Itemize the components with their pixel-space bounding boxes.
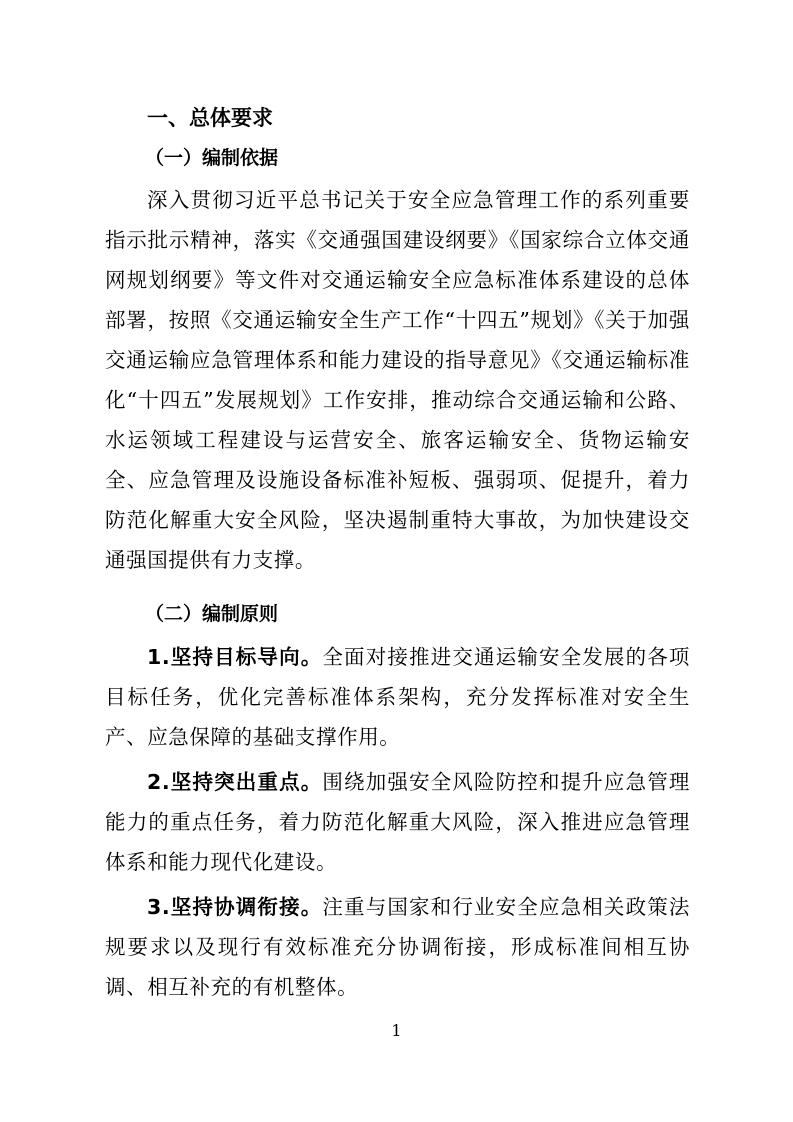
page-number: 1 <box>391 1021 402 1040</box>
section-title: 一、总体要求 <box>147 106 273 130</box>
principle-lead: 3.坚持协调衔接。 <box>147 895 323 919</box>
principle-item <box>105 637 690 757</box>
principle-text: 全面对接推进交通运输安全发展的各项目标任务，优化完善标准体系架构，充分发挥标准对安全生产、应急保障的基础支撑作用。 <box>105 645 691 749</box>
basis-paragraph: 深入贯彻习近平总书记关于安全应急管理工作的系列重要指示批示精神，落实《交通强国建设纲要》《国家综合立体交通网规划纲要》等文件对交通运输安全应急标准体系建设的总体部署，按照《交通运输安全生产工作“十四五”规划》《关于加强交通运输应急管理体系和能力建设的指导意见》《交通运输标准化“十四五”发展规划》工作安排，推动综合交通运输和公路、水运领域工程建设与运营安全、旅客运输安全、货物运输安全、应急管理及设施设备标准补短板、强弱项、促提升，着力防范化解重大安全风险，坚决遏制重特大事故，为加快建设交通强国提供有力支撑。 <box>105 188 690 572</box>
principles-heading: （二）编制原则 <box>145 603 279 625</box>
principle-item <box>105 887 690 1007</box>
principle-text: 围绕加强安全风险防控和提升应急管理能力的重点任务，着力防范化解重大风险，深入推进应急管理体系和能力现代化建设。 <box>105 770 691 874</box>
principle-lead: 2.坚持突出重点。 <box>147 770 323 794</box>
principle-lead: 1.坚持目标导向。 <box>147 645 323 669</box>
principle-item <box>105 762 690 882</box>
principle-text: 注重与国家和行业安全应急相关政策法规要求以及现行有效标准充分协调衔接，形成标准间相互协调、相互补充的有机整体。 <box>105 895 691 999</box>
basis-heading: （一）编制依据 <box>145 147 279 169</box>
